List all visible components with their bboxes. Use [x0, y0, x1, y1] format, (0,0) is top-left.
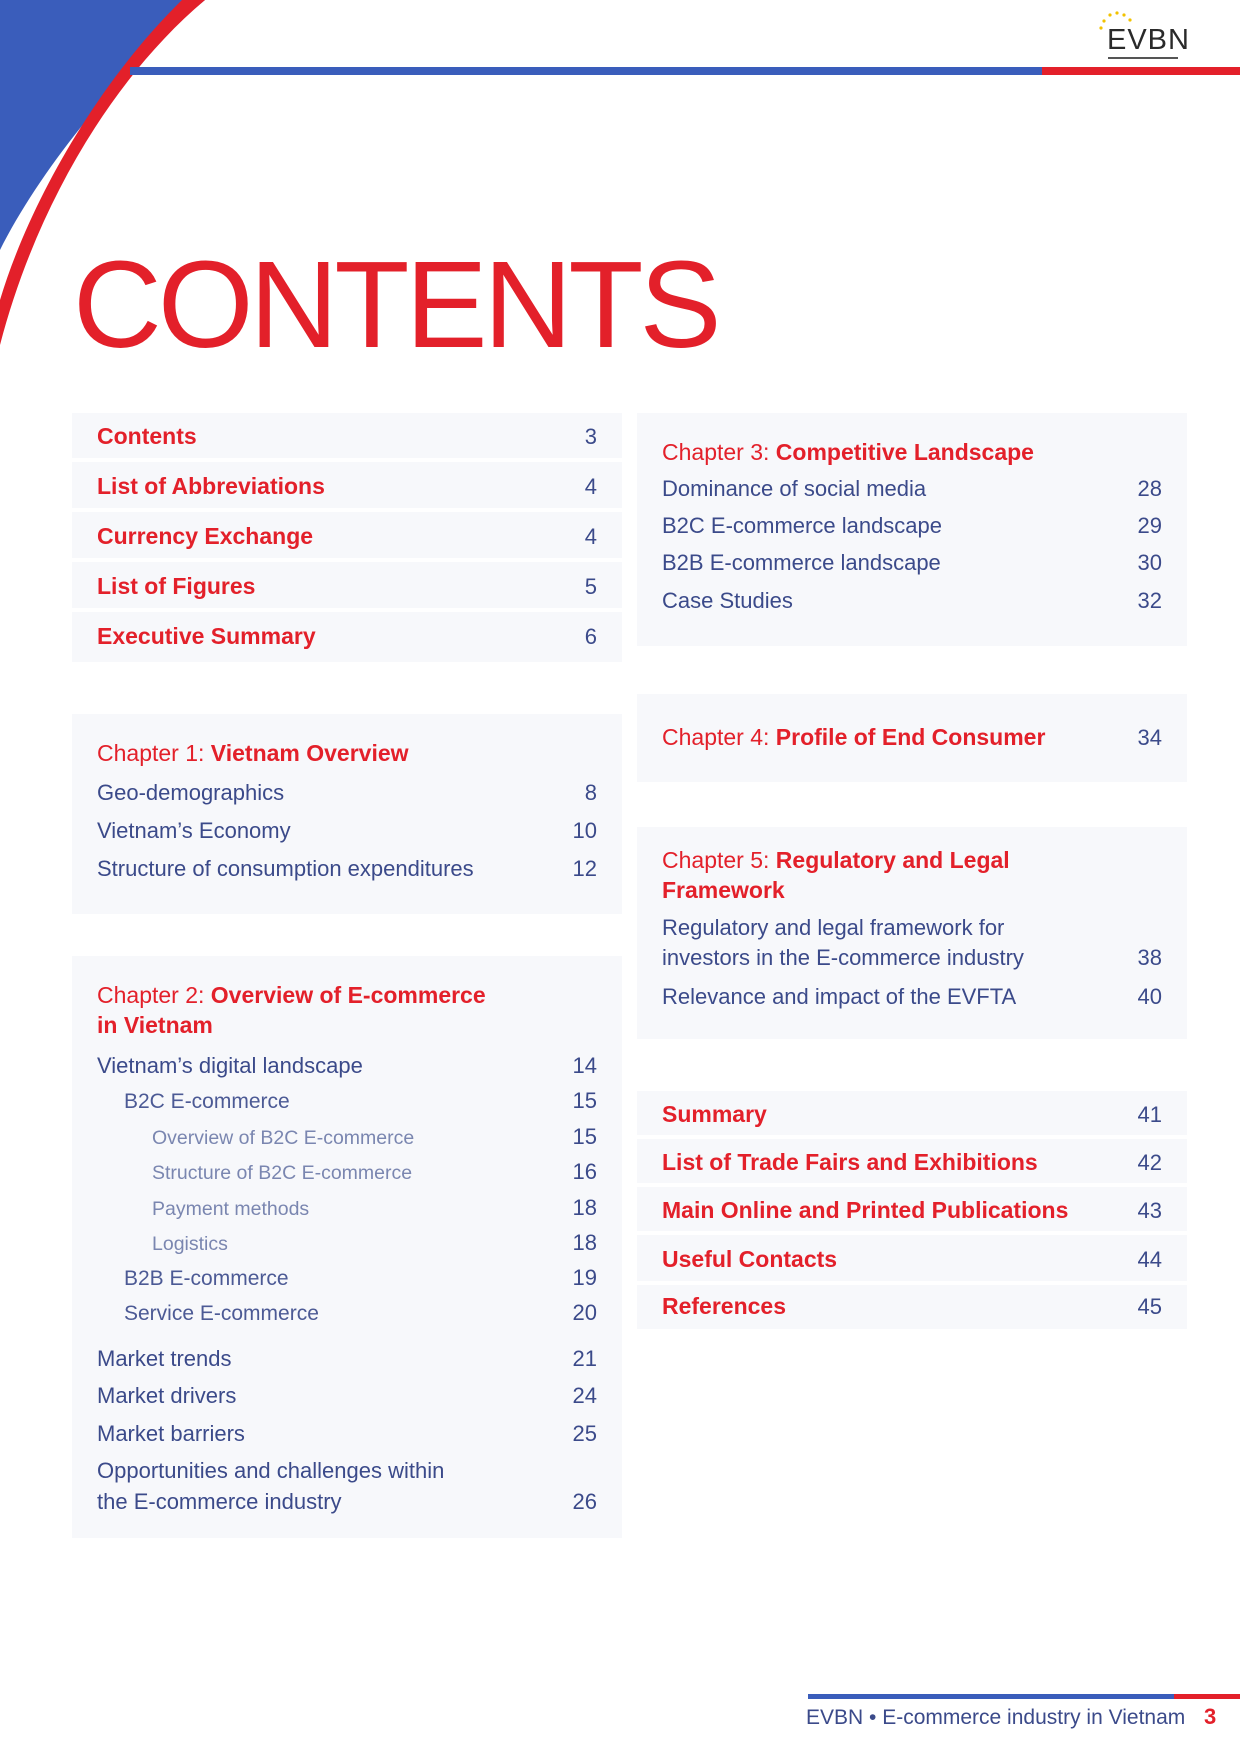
toc-entry-page: 4 [584, 474, 597, 499]
divider [72, 558, 622, 562]
evbn-logo [1095, 10, 1190, 58]
toc-entry-label: List of Trade Fairs and Exhibitions [662, 1149, 1038, 1175]
toc-entry[interactable] [637, 984, 1187, 1010]
toc-entry[interactable] [72, 1346, 622, 1372]
back-matter-box [637, 1091, 1187, 1329]
toc-entry-multiline-end[interactable] [637, 945, 1187, 971]
toc-entry-label: Overview of B2C E-commerce [152, 1127, 415, 1149]
chapter-title-line2: in Vietnam [97, 1012, 213, 1038]
toc-entry-label: Case Studies [662, 588, 793, 613]
toc-entry-label: References [662, 1293, 787, 1319]
toc-subsubentry[interactable] [72, 1159, 622, 1185]
toc-entry-page: 20 [572, 1300, 597, 1325]
toc-entry-page: 38 [1137, 945, 1162, 970]
toc-entry-page: 18 [572, 1230, 597, 1255]
toc-entry-page: 40 [1137, 984, 1162, 1009]
toc-subentry[interactable] [72, 1265, 622, 1291]
toc-entry-page: 29 [1137, 513, 1162, 538]
chapter-title: Competitive Landscape [775, 439, 1034, 465]
toc-entry[interactable] [72, 818, 622, 844]
toc-entry-label: Summary [662, 1101, 767, 1127]
divider [637, 1281, 1187, 1285]
toc-entry[interactable] [637, 1101, 1187, 1128]
toc-entry-page: 5 [584, 574, 597, 599]
toc-entry-page: 15 [572, 1088, 597, 1113]
toc-entry-page: 34 [1137, 725, 1162, 750]
toc-entry-label: Dominance of social media [662, 476, 927, 501]
chapter-heading[interactable] [637, 724, 1187, 751]
toc-entry-page: 15 [572, 1124, 597, 1149]
toc-entry-page: 25 [572, 1421, 597, 1446]
toc-entry-page: 28 [1137, 476, 1162, 501]
toc-entry[interactable] [637, 588, 1187, 614]
toc-entry-label: Executive Summary [97, 623, 316, 649]
chapter-heading-continued [637, 877, 1187, 904]
chapter-title: Regulatory and Legal [775, 847, 1010, 873]
toc-entry-page: 21 [572, 1346, 597, 1371]
toc-entry-label: Structure of B2C E-commerce [152, 1162, 413, 1184]
divider [72, 508, 622, 512]
toc-entry-label: Market drivers [97, 1383, 237, 1408]
toc-entry[interactable] [72, 473, 622, 500]
chapter-heading[interactable] [637, 439, 1187, 466]
toc-entry-label: Vietnam’s Economy [97, 818, 291, 843]
divider [72, 608, 622, 612]
page-number: 3 [1204, 1704, 1217, 1729]
chapter-title: Vietnam Overview [210, 740, 409, 766]
toc-entry-label: Contents [97, 423, 197, 449]
toc-entry-label: B2C E-commerce landscape [662, 513, 943, 538]
toc-entry-label: Vietnam’s digital landscape [97, 1053, 363, 1078]
toc-entry-label-line1: Opportunities and challenges within [97, 1458, 445, 1483]
toc-entry-page: 19 [572, 1265, 597, 1290]
chapter-prefix: Chapter 1: [97, 740, 211, 766]
toc-entry-label: B2C E-commerce [124, 1090, 290, 1113]
toc-entry[interactable] [72, 623, 622, 650]
toc-entry-label: Market barriers [97, 1421, 245, 1446]
page-title: CONTENTS [73, 237, 718, 374]
chapter-title: Profile of End Consumer [775, 724, 1046, 750]
toc-entry[interactable] [72, 780, 622, 806]
header-rule-red [1042, 67, 1240, 75]
toc-entry[interactable] [72, 1383, 622, 1409]
toc-entry[interactable] [72, 856, 622, 882]
toc-entry-label: Geo-demographics [97, 780, 285, 805]
chapter-prefix: Chapter 3: [662, 439, 776, 465]
toc-entry-page: 10 [572, 818, 597, 843]
toc-entry-page: 42 [1137, 1150, 1162, 1175]
logo-text: EVBN [1107, 24, 1190, 56]
header-rule-blue [130, 67, 1042, 75]
footer-rule-red [1174, 1694, 1240, 1699]
chapter-5-box [637, 827, 1187, 1039]
toc-entry-label-line2: investors in the E-commerce industry [662, 945, 1024, 970]
toc-entry[interactable] [72, 423, 622, 450]
toc-entry-page: 3 [584, 424, 597, 449]
front-matter-box [72, 413, 622, 662]
toc-entry-page: 8 [584, 780, 597, 805]
toc-entry[interactable] [72, 573, 622, 600]
chapter-1-box [72, 714, 622, 914]
footer-rule-blue [808, 1694, 1174, 1699]
toc-entry[interactable] [637, 513, 1187, 539]
toc-entry-page: 24 [572, 1383, 597, 1408]
chapter-title-line2: Framework [662, 877, 785, 903]
toc-subsubentry[interactable] [72, 1195, 622, 1221]
divider [637, 1183, 1187, 1187]
toc-entry[interactable] [637, 550, 1187, 576]
toc-entry[interactable] [637, 1149, 1187, 1176]
toc-entry-page: 44 [1137, 1247, 1162, 1272]
toc-entry-multiline[interactable] [72, 1458, 622, 1484]
toc-entry-label: Main Online and Printed Publications [662, 1197, 1069, 1223]
footer-text: EVBN • E-commerce industry in Vietnam [806, 1706, 1186, 1729]
toc-entry-multiline-end[interactable] [72, 1489, 622, 1515]
toc-entry-label-line1: Regulatory and legal framework for [662, 915, 1005, 940]
toc-entry-label: Logistics [152, 1233, 228, 1255]
chapter-prefix: Chapter 2: [97, 982, 211, 1008]
chapter-heading-continued [72, 1012, 622, 1039]
toc-entry-label: List of Abbreviations [97, 473, 325, 499]
chapter-3-box [637, 413, 1187, 646]
toc-entry-label-line2: the E-commerce industry [97, 1489, 342, 1514]
chapter-4-box [637, 694, 1187, 782]
toc-entry-page: 16 [572, 1159, 597, 1184]
toc-entry-label: Useful Contacts [662, 1246, 838, 1272]
chapter-2-box [72, 956, 622, 1538]
chapter-prefix: Chapter 4: [662, 724, 776, 750]
toc-subsubentry[interactable] [72, 1124, 622, 1150]
toc-entry-label: Market trends [97, 1346, 232, 1371]
toc-entry-page: 14 [572, 1053, 597, 1078]
toc-entry-page: 41 [1137, 1102, 1162, 1127]
toc-entry-page: 30 [1137, 550, 1162, 575]
toc-entry-multiline[interactable] [637, 915, 1187, 941]
toc-subentry[interactable] [72, 1300, 622, 1326]
toc-entry-label: Relevance and impact of the EVFTA [662, 984, 1017, 1009]
toc-entry-page: 26 [572, 1489, 597, 1514]
logo-tagline-bar [1108, 57, 1178, 59]
divider [637, 1135, 1187, 1139]
chapter-heading[interactable] [72, 740, 622, 767]
toc-entry-label: Payment methods [152, 1198, 310, 1220]
chapter-title: Overview of E-commerce [210, 982, 486, 1008]
toc-entry-label: B2B E-commerce [124, 1267, 289, 1290]
toc-entry-page: 18 [572, 1195, 597, 1220]
divider [72, 458, 622, 462]
toc-entry[interactable] [72, 1053, 622, 1079]
toc-entry[interactable] [637, 1246, 1187, 1273]
toc-entry-label: Currency Exchange [97, 523, 314, 549]
toc-entry-page: 43 [1137, 1198, 1162, 1223]
toc-entry[interactable] [72, 1421, 622, 1447]
toc-entry-page: 4 [584, 524, 597, 549]
chapter-prefix: Chapter 5: [662, 847, 776, 873]
toc-entry[interactable] [637, 476, 1187, 502]
toc-entry[interactable] [637, 1293, 1187, 1320]
chapter-heading[interactable] [637, 847, 1187, 874]
toc-entry-page: 12 [572, 856, 597, 881]
divider [637, 1231, 1187, 1235]
toc-entry[interactable] [72, 523, 622, 550]
toc-subentry[interactable] [72, 1088, 622, 1114]
toc-entry-page: 45 [1137, 1294, 1162, 1319]
toc-entry-label: Structure of consumption expenditures [97, 856, 474, 881]
toc-entry[interactable] [637, 1197, 1187, 1224]
toc-entry-label: Service E-commerce [124, 1302, 319, 1325]
chapter-heading[interactable] [72, 982, 622, 1009]
toc-subsubentry[interactable] [72, 1230, 622, 1256]
toc-entry-label: B2B E-commerce landscape [662, 550, 941, 575]
toc-entry-label: List of Figures [97, 573, 256, 599]
toc-entry-page: 32 [1137, 588, 1162, 613]
toc-entry-page: 6 [584, 624, 597, 649]
